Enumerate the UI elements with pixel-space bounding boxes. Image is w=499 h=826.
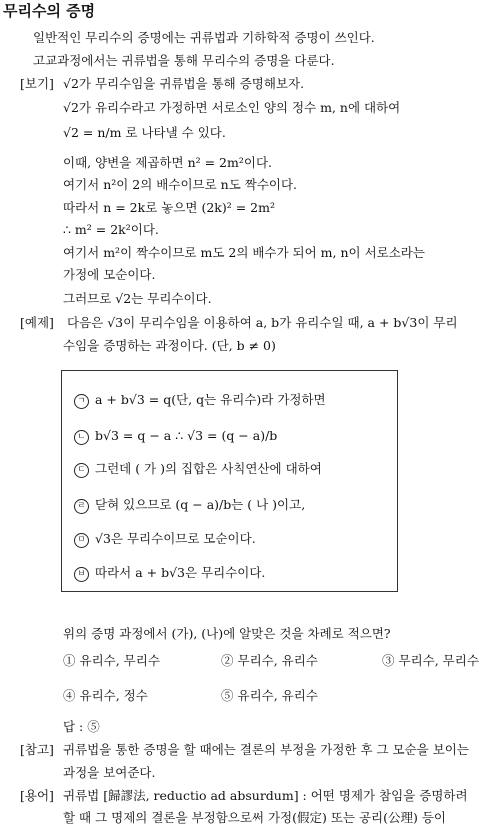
yongeo-line-2: 할 때 그 명제의 결론을 부정함으로써 가정(假定) 또는 공리(公理) 등이 [63, 810, 446, 825]
choice-2[interactable]: ② 무리수, 유리수 [221, 653, 318, 668]
yeje-line-2: 수임을 증명하는 과정이다. (단, b ≠ 0) [63, 338, 276, 353]
proof-step-5: ㅁ √3은 무리수이므로 모순이다. [74, 531, 256, 548]
yongeo-line-1: 귀류법 [歸謬法, reductio ad absurdum] : 어떤 명제가 참임을 증명하려 [63, 788, 468, 803]
proof-step-2: ㄴ b√3 = q − a ∴ √3 = (q − a)/b [74, 428, 277, 445]
choice-3[interactable]: ③ 무리수, 무리수 [382, 653, 479, 668]
step-marker: ㅁ [74, 533, 89, 548]
proof-step-4: ㄹ 닫혀 있으므로 (q − a)/b는 ( 나 )이고, [74, 497, 305, 514]
step-marker: ㅂ [74, 567, 89, 582]
step-marker: ㄷ [74, 463, 89, 478]
bogi-line-1: √2가 무리수임을 귀류법을 통해 증명해보자. [63, 76, 305, 91]
chamgo-line-2: 과정을 보여준다. [63, 765, 156, 780]
bogi-line-3: √2 = n/m 로 나타낼 수 있다. [63, 125, 226, 140]
bogi-line-5: 여기서 n²이 2의 배수이므로 n도 짝수이다. [63, 177, 298, 192]
choice-4[interactable]: ④ 유리수, 정수 [63, 688, 148, 703]
chamgo-tag: [참고] [20, 742, 54, 757]
question: 위의 증명 과정에서 (가), (나)에 알맞은 것을 차례로 적으면? [63, 626, 391, 641]
bogi-line-10: 그러므로 √2는 무리수이다. [63, 291, 212, 306]
bogi-line-4: 이때, 양변을 제곱하면 n² = 2m²이다. [63, 155, 272, 170]
bogi-line-2: √2가 유리수라고 가정하면 서로소인 양의 정수 m, n에 대하여 [63, 100, 401, 115]
proof-step-3: ㄷ 그런데 ( 가 )의 집합은 사칙연산에 대하여 [74, 461, 322, 478]
bogi-line-9: 가정에 모순이다. [63, 267, 156, 282]
yeje-line-1: 다음은 √3이 무리수임을 이용하여 a, b가 유리수일 때, a + b√3이 무리 [67, 315, 458, 330]
step-marker: ㄴ [74, 430, 89, 445]
bogi-line-6: 따라서 n = 2k로 놓으면 (2k)² = 2m² [63, 200, 275, 215]
yongeo-tag: [용어] [20, 788, 54, 803]
answer: 답 : ⑤ [63, 719, 100, 734]
choice-5[interactable]: ⑤ 유리수, 유리수 [221, 688, 318, 703]
bogi-line-8: 여기서 m²이 짝수이므로 m도 2의 배수가 되어 m, n이 서로소라는 [63, 245, 425, 260]
intro-line-1: 일반적인 무리수의 증명에는 귀류법과 기하학적 증명이 쓰인다. [33, 30, 375, 45]
bogi-tag: [보기] [20, 76, 54, 91]
choice-1[interactable]: ① 유리수, 무리수 [63, 653, 160, 668]
proof-step-6: ㅂ 따라서 a + b√3은 무리수이다. [74, 565, 265, 582]
step-marker: ㄹ [74, 499, 89, 514]
step-marker: ㄱ [74, 394, 89, 409]
bogi-line-7: ∴ m² = 2k²이다. [63, 222, 159, 237]
chamgo-line-1: 귀류법을 통한 증명을 할 때에는 결론의 부정을 가정한 후 그 모순을 보이는 [63, 742, 469, 757]
yeje-tag: [예제] [20, 315, 54, 330]
intro-line-2: 고교과정에서는 귀류법을 통해 무리수의 증명을 다룬다. [33, 53, 335, 68]
page-title: 무리수의 증명 [3, 2, 96, 20]
proof-step-1: ㄱ a + b√3 = q(단, q는 유리수)라 가정하면 [74, 392, 326, 409]
